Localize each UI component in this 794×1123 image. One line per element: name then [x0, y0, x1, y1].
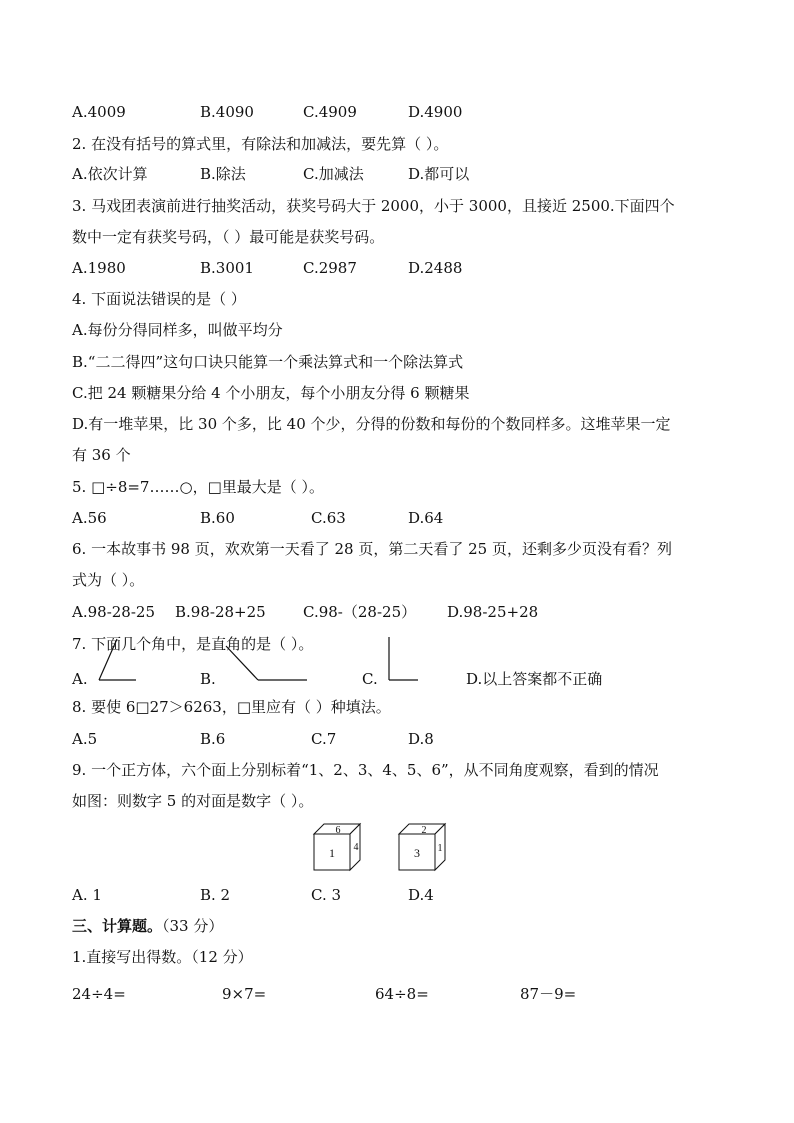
q4-option-c: C.把 24 颗糖果分给 4 个小朋友，每个小朋友分得 6 颗糖果: [72, 384, 470, 402]
cube-2-side-number: 1: [437, 843, 443, 854]
q9-option-b: B. 2: [200, 886, 231, 904]
q6-option-a: A.98-28-25: [72, 603, 155, 621]
q3-stem-line2: 数中一定有获奖号码，（ ）最可能是获奖号码。: [72, 228, 385, 246]
section-3-heading: [72, 916, 223, 936]
q6-option-b: B.98-28+25: [175, 603, 266, 621]
q1-option-d: D.4900: [408, 103, 463, 121]
q2-stem: 2. 在没有括号的算式里，有除法和加减法，要先算（ ）。: [72, 135, 449, 153]
q7-option-d: D.以上答案都不正确: [466, 670, 603, 688]
q8-stem: 8. 要使 6□27＞6263，□里应有（ ）种填法。: [72, 698, 391, 716]
q4-option-d-line2: 有 36 个: [72, 446, 131, 464]
q9-option-a: A. 1: [72, 886, 102, 904]
cube-2-front-number: 3: [414, 846, 420, 860]
q2-option-a: A.依次计算: [72, 165, 148, 183]
calc-1-item-4: 87－9=: [520, 985, 577, 1003]
calc-1-item-1: 24÷4=: [72, 985, 126, 1003]
q1-option-c: C.4909: [303, 103, 357, 121]
q8-option-b: B.6: [200, 730, 226, 748]
q8-option-a: A.5: [72, 730, 98, 748]
q3-option-a: A.1980: [72, 259, 126, 277]
q3-option-b: B.3001: [200, 259, 254, 277]
q9-stem-line1: 9. 一个正方体，六个面上分别标着“1、2、3、4、5、6”，从不同角度观察，看到的情况: [72, 761, 659, 779]
q5-option-a: A.56: [72, 509, 107, 527]
q9-option-c: C. 3: [311, 886, 342, 904]
cube-1-side-number: 4: [353, 842, 359, 853]
q2-option-b: B.除法: [200, 165, 246, 183]
q7-stem: 7. 下面几个角中，是直角的是（ ）。: [72, 635, 314, 653]
q3-option-c: C.2987: [303, 259, 357, 277]
q3-option-d: D.2488: [408, 259, 463, 277]
q4-stem: 4. 下面说法错误的是（ ）: [72, 290, 246, 308]
cube-1-front-number: 1: [329, 846, 335, 860]
q6-option-d: D.98-25+28: [447, 603, 539, 621]
section-3-title: 三、计算题。: [72, 917, 163, 935]
q9-option-d: D.4: [408, 886, 434, 904]
q3-stem-line1: 3. 马戏团表演前进行抽奖活动，获奖号码大于 2000，小于 3000，且接近 2500.下面四个: [72, 197, 675, 215]
q9-stem-line2: 如图：则数字 5 的对面是数字（ ）。: [72, 792, 314, 810]
q2-option-d: D.都可以: [408, 165, 470, 183]
q5-option-b: B.60: [200, 509, 235, 527]
cube-2-top-number: 2: [421, 825, 427, 836]
q6-stem-line2: 式为（ ）。: [72, 571, 145, 589]
q8-option-c: C.7: [311, 730, 337, 748]
cube-1-top-number: 6: [335, 825, 341, 836]
q5-stem: 5. □÷8=7……○，□里最大是（ ）。: [72, 478, 325, 496]
cube-2: [399, 824, 445, 870]
q7-option-a: A.: [72, 670, 88, 688]
q7-option-c: C.: [362, 670, 378, 688]
q6-stem-line1: 6. 一本故事书 98 页，欢欢第一天看了 28 页，第二天看了 25 页，还剩多少页没有看？列: [72, 540, 672, 558]
q1-option-b: B.4090: [200, 103, 254, 121]
q7-option-b: B.: [200, 670, 216, 688]
q5-option-d: D.64: [408, 509, 444, 527]
q8-option-d: D.8: [408, 730, 434, 748]
calc-1-title: 1.直接写出得数。（12 分）: [72, 948, 253, 966]
q4-option-d-line1: D.有一堆苹果，比 30 个多，比 40 个少，分得的份数和每份的个数同样多。这堆苹果一定: [72, 415, 671, 433]
q4-option-a: A.每份分得同样多，叫做平均分: [72, 321, 283, 339]
q5-option-c: C.63: [311, 509, 346, 527]
q6-option-c: C.98-（28-25）: [303, 603, 417, 621]
q4-option-b: B.“二二得四”这句口诀只能算一个乘法算式和一个除法算式: [72, 353, 464, 371]
cube-1: [314, 824, 360, 870]
section-3-score: （33 分）: [162, 917, 224, 935]
calc-1-item-2: 9×7=: [222, 985, 267, 1003]
q1-option-a: A.4009: [72, 103, 126, 121]
calc-1-item-3: 64÷8=: [375, 985, 429, 1003]
q2-option-c: C.加减法: [303, 165, 364, 183]
